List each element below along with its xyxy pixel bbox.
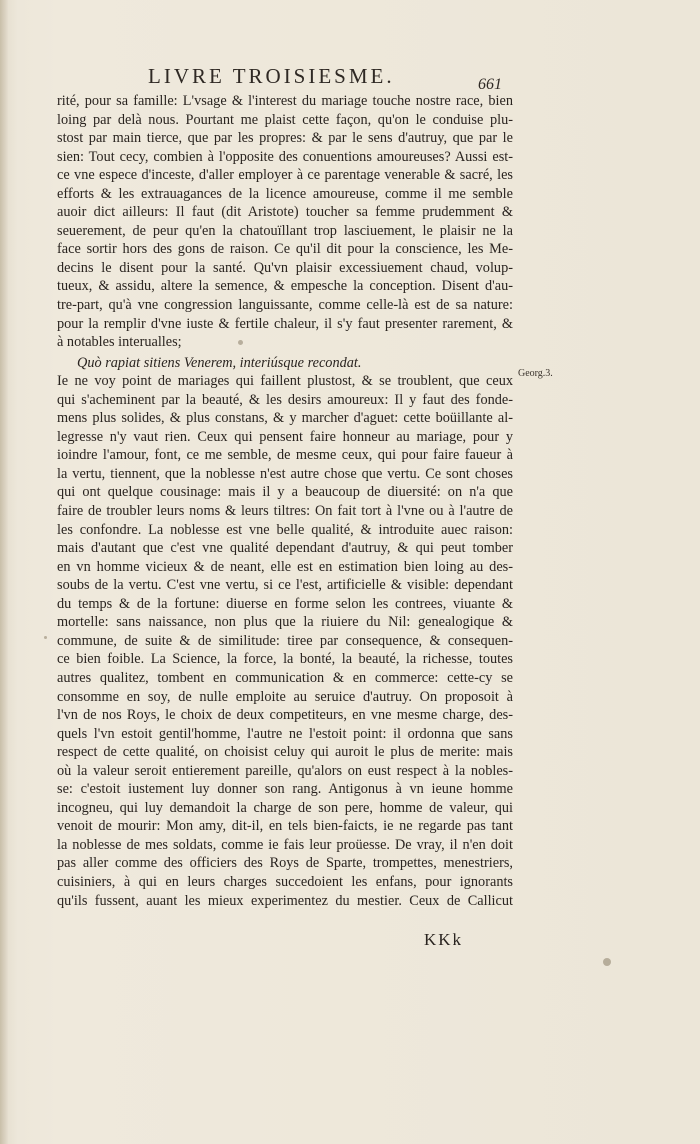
text-line: consomme en soy, de nulle emploite au seruice d'autruy. On proposoit à [57,688,513,705]
text-line: pour la remplir d'vne iuste & fertile chaleur, il s'y faut presenter rarement, & [57,315,513,332]
text-line: qui ont quelque cousinage: mais il y a beaucoup de diuersité: on n'a que [57,484,513,501]
text-line: cuisiniers, à qui en leurs charges succedoient les enfans, pour ignorants [57,873,513,890]
text-line: legresse n'y vaut rien. Ceux qui pensent faire honneur au mariage, pour y [57,428,513,445]
text-line: sien: Tout cecy, combien à l'opposite des conuentions amoureuses? Aussi est- [57,148,513,165]
text-line: tueux, & assidu, altere la semence, & empesche la conception. Disent d'au- [57,278,513,295]
text-line: face sortir hors des gons de raison. Ce qu'il dit pour la conscience, les Me- [57,241,513,258]
text-line: mais d'autant que c'est vne qualité dependant d'autruy, & qui peut tomber [57,540,513,557]
text-line: incogneu, qui luy demandoit la charge de son pere, homme de valeur, qui [57,799,513,816]
text-line: en vn homme vicieux & de neant, elle est en estimation bien loing au des- [57,558,513,575]
text-line: respect de cette qualité, on choisist celuy qui auroit le plus de merite: mais [57,744,513,761]
text-line: seuerement, de peur qu'en la chatouïllant trop lasciuement, le plaisir ne la [57,222,513,239]
text-line: où la valeur seroit entierement pareille, qu'alors on eust respect à la nobles- [57,762,513,779]
text-line: les confondre. La noblesse est vne belle qualité, & introduite auec raison: [57,521,513,538]
ink-spot [238,340,243,345]
text-line: mens plus solides, & plus constans, & y marcher d'aguet: cette boüillante al- [57,410,513,427]
text-line: la noblesse de mes soldats, comme ie fais leur proüesse. De vray, il n'en doit [57,836,513,853]
ink-spot [44,636,47,639]
signature-mark: KKk [424,930,464,949]
text-line: l'vn de nos Roys, le choix de deux competiteurs, en vne mesme charge, des- [57,707,513,724]
text-line: commune, de suite & de similitude: tiree par consequence, & consequen- [57,632,513,649]
text-line: à notables interualles; [57,334,182,351]
text-line: venoit de mourir: Mon amy, dit-il, en tels bien-faicts, ie ne regarde pas tant [57,818,513,835]
text-line: auoir dict ailleurs: Il faut (dit Aristote) toucher sa femme prudemment & [57,204,513,221]
margin-note: Georg.3. [518,368,553,379]
text-line: rité, pour sa famille: L'vsage & l'interest du mariage touche nostre race, bien [57,93,513,109]
text-line: pas aller comme des officiers des Roys de Sparte, trompettes, menestriers, [57,855,513,872]
text-line: ioindre l'amour, font, ce me semble, de mesme ceux, qui pour faire faueur à [57,447,513,464]
text-line: se: c'estoit iustement luy donner son rang. Antigonus à vn ieune homme [57,781,513,798]
text-line: qu'ils fussent, auant les mieux experimentez du mestier. Ceux de Callicut [57,892,513,909]
text-line: du temps & de la fortune: diuerse en forme selon les contrees, viuante & [57,595,513,612]
text-line: quels l'vn estoit gentil'homme, l'autre ne l'estoit point: il ordonna que sans [57,725,513,742]
text-line: soubs de la vertu. C'est vne vertu, si ce l'est, artificielle & visible: dependant [57,577,513,594]
text-line: decins le disent pour la santé. Qu'vn plaisir excessiuement chaud, volup- [57,259,513,276]
text-line: stost par main tierce, que par les propres: & par le sens d'autruy, que par le [57,130,513,147]
text-line: ce bien foible. La Science, la force, la bonté, la beauté, la richesse, toutes [57,651,513,668]
text-line: Ie ne voy point de mariages qui faillent plustost, & se troublent, que ceux [57,373,513,390]
text-line: la vertu, tiennent, que la noblesse n'est autre chose que vertu. Ce sont choses [57,465,513,482]
latin-quote: Quò rapiat sitiens Venerem, interiúsque recondat. [77,354,362,371]
text-line: mortelle: sans naissance, non plus que la riuiere du Nil: genealogique & [57,614,513,631]
ink-spot [603,958,611,966]
page-number: 661 [478,76,502,93]
body-text [57,92,513,910]
running-title: LIVRE TROISIESME. [148,64,395,88]
text-line: loing par delà nous. Pourtant me plaist cette façon, qu'on le conduise plu- [57,111,513,128]
text-line: efforts & les extrauagances de la licence amoureuse, comme il me semble [57,185,513,202]
text-line: tre-part, qu'à vne congression languissante, comme celle-là est de sa nature: [57,297,513,314]
text-line: ce vne espece d'inceste, d'aller employer à ce parentage venerable & sacré, les [57,167,513,184]
page-gutter-edge [0,0,8,1144]
text-line: qui s'acheminent par la beauté, & les desirs amoureux: Il y faut des fonde- [57,391,513,408]
text-line: autres qualitez, tombent en communication & en commerce: cette-cy se [57,669,513,686]
text-line: faire de troubler leurs noms & leurs tiltres: On fait tort à l'vne ou à l'autre de [57,503,513,520]
